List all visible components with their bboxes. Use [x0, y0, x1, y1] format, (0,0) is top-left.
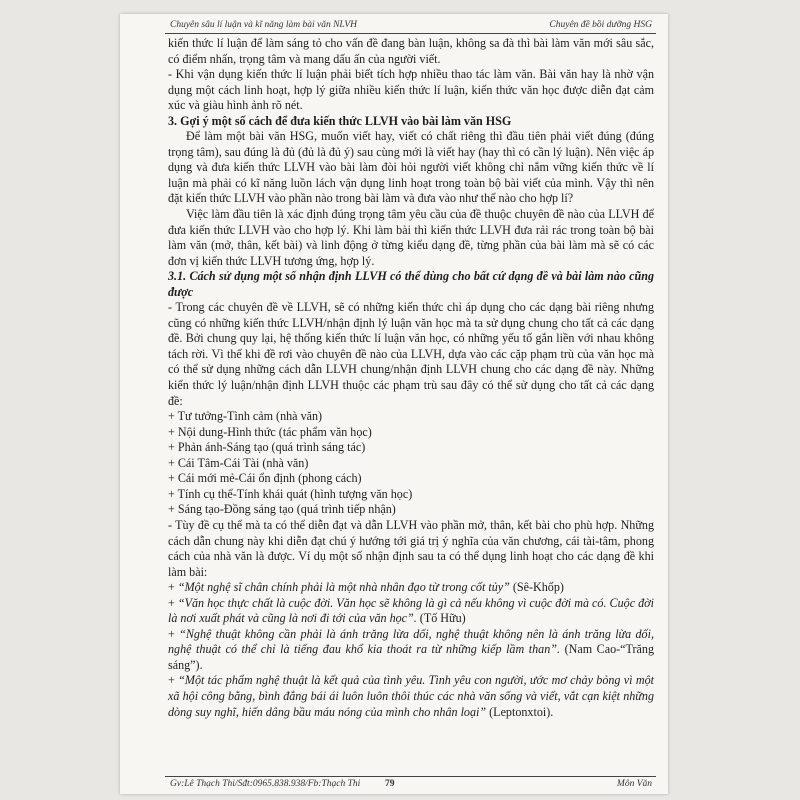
- quote-item: [168, 627, 654, 674]
- paragraph-llvh-general: - Trong các chuyên đề về LLVH, sẽ có những kiến thức chỉ áp dụng cho các dạng bài riêng nhưng cũng có những kiến thức LLVH/nhận định lý luận văn học mà ta sử dụng chung cho tất cả các dạng đề. Bởi chung quy lại, hệ thống kiến thức lí luận văn học, có những yếu tố gắn liền với nhau không tách rời. Vì thế khi đề rơi vào chuyên đề nào của LLVH, dựa vào các cặp phạm trù của văn học mà có thể sử dụng những cách dẫn LLVH chung/nhận định LLVH chung cho các dạng đề này. Những kiến thức lý luận/nhận định LLVH thuộc các phạm trù sau đây có thể sử dụng cho tất cả các dạng đề:: [168, 300, 654, 408]
- header-right-text: Chuyên đề bồi dưỡng HSG: [549, 20, 652, 30]
- quote-prefix: +: [168, 595, 178, 610]
- paragraph-first-step: Việc làm đầu tiên là xác định đúng trọng tâm yêu cầu của đề thuộc chuyên đề nào của LLVH để đưa kiến thức LLVH vào cho hợp lý. Khi làm bài thì kiến thức LLVH đưa rải rác trong toàn bộ bài làm văn (mở, thân, kết bài) và linh động ở từng kiểu dạng đề, từng phần của bài làm mà sẽ có các đơn vị kiến thức LLVH tương ứng, hợp lý.: [168, 207, 654, 268]
- quote-item: [168, 580, 654, 596]
- footer-left-text: Gv:Lê Thạch Thi/Sđt:0965.838.938/Fb:Thạch Thi: [170, 779, 361, 789]
- paragraph-continuation: kiến thức lí luận để làm sáng tỏ cho vấn đề đang bàn luận, không sa đà thì bài làm văn mới sâu sắc, có điểm nhấn, trọng tâm và mang dấu ấn của người viết.: [168, 36, 654, 66]
- footer-right-text: Môn Văn: [616, 779, 652, 789]
- quote-author: (Tố Hữu): [416, 611, 466, 626]
- list-item: + Nội dung-Hình thức (tác phẩm văn học): [168, 424, 372, 439]
- quote-prefix: +: [168, 580, 178, 595]
- paragraph-intro: Để làm một bài văn HSG, muốn viết hay, viết có chất riêng thì đầu tiên phải viết đúng (đúng trọng tâm), sau đúng là đủ (đủ là đủ ý) sau cùng mới là viết hay (hay thì có cần lý luận). Nên việc áp dụng và đưa kiến thức LLVH vào bài làm đòi hỏi người viết không chỉ nắm vững kiến thức về lí luận mà phải có kĩ năng luồn lách vận dụng linh hoạt trong toàn bộ bài viết của mình. Vậy thì nên đặt kiến thức LLVH vào phần nào trong bài làm và đưa vào như thế nào cho hợp lí?: [168, 129, 654, 206]
- list-item: + Tư tưởng-Tình cảm (nhà văn): [168, 409, 323, 424]
- page-footer: [165, 776, 656, 791]
- quote-item: [168, 673, 654, 720]
- page-header: [165, 19, 656, 34]
- document-page: [120, 14, 668, 794]
- section-heading-3: 3. Gợi ý một số cách để đưa kiến thức LLVH vào bài làm văn HSG: [168, 113, 512, 128]
- quote-author: (Sê-Khốp): [509, 580, 564, 595]
- page-body: [168, 36, 654, 720]
- quote-prefix: +: [168, 673, 179, 688]
- quote-text: “Một nghệ sĩ chân chính phải là một nhà nhân đạo từ trong cốt tủy”: [177, 580, 510, 595]
- quote-text: “Văn học thực chất là cuộc đời. Văn học sẽ không là gì cả nếu không vì cuộc đời mà có. Cuộc đời là nơi xuất phát và cũng là nơi đi tới của văn học”.: [168, 595, 654, 626]
- quote-prefix: +: [168, 626, 180, 641]
- list-item: + Sáng tạo-Đồng sáng tạo (quá trình tiếp nhận): [168, 502, 396, 517]
- quote-text: “Một tác phẩm nghệ thuật là kết quả của tình yêu. Tình yêu con người, ước mơ chảy bỏng vì một xã hội công bằng, bình đẳng bái ái luôn luôn thôi thúc các nhà văn sống và viết, vắt cạn kiệt những dòng suy nghĩ, hiến dâng bầu máu nóng của mình cho nhân loại”: [168, 673, 654, 719]
- quote-item: [168, 596, 654, 627]
- list-item: + Cái Tâm-Cái Tài (nhà văn): [168, 455, 309, 470]
- list-item: + Phản ánh-Sáng tạo (quá trình sáng tác): [168, 440, 366, 455]
- quote-text: “Nghệ thuật không cần phải là ánh trăng lừa dối, nghệ thuật không nên là ánh trăng lừa dối, nghệ thuật có thể chỉ là tiếng đau khổ kia thoát ra từ những kiếp lầm than”.: [168, 626, 654, 657]
- paragraph-usage: - Tùy đề cụ thể mà ta có thể diễn đạt và dẫn LLVH vào phần mở, thân, kết bài cho phù hợp. Những cách dẫn chung này khi diễn đạt chú ý hướng tới giá trị ý nghĩa của văn chương, cái tài-tâm, phong cách của nhà văn là được. Ví dụ một số nhận định sau ta có thể dụng linh hoạt cho các dạng đề khi làm bài:: [168, 517, 654, 579]
- paragraph-note: - Khi vận dụng kiến thức lí luận phải biết tích hợp nhiều thao tác làm văn. Bài văn hay là nhờ vận dụng một cách linh hoạt, hợp lý giữa nhiều kiến thức lí luận, kiến thức văn học được diễn đạt cảm xúc và giàu hình ảnh rõ nét.: [168, 67, 654, 113]
- header-left-text: Chuyên sâu lí luận và kĩ năng làm bài văn NLVH: [170, 20, 357, 30]
- list-item: + Tính cụ thể-Tính khái quát (hình tượng văn học): [168, 486, 413, 501]
- page-number: 79: [385, 779, 395, 789]
- list-item: + Cái mới mẻ-Cái ổn định (phong cách): [168, 471, 362, 486]
- section-heading-3-1: 3.1. Cách sử dụng một số nhận định LLVH có thể dùng cho bất cứ dạng đề và bài làm nào cũng được: [168, 269, 654, 299]
- quote-author: (Leptonxtoi).: [486, 704, 554, 719]
- quote-author: (Nam Cao-“Trăng sáng”).: [168, 642, 654, 672]
